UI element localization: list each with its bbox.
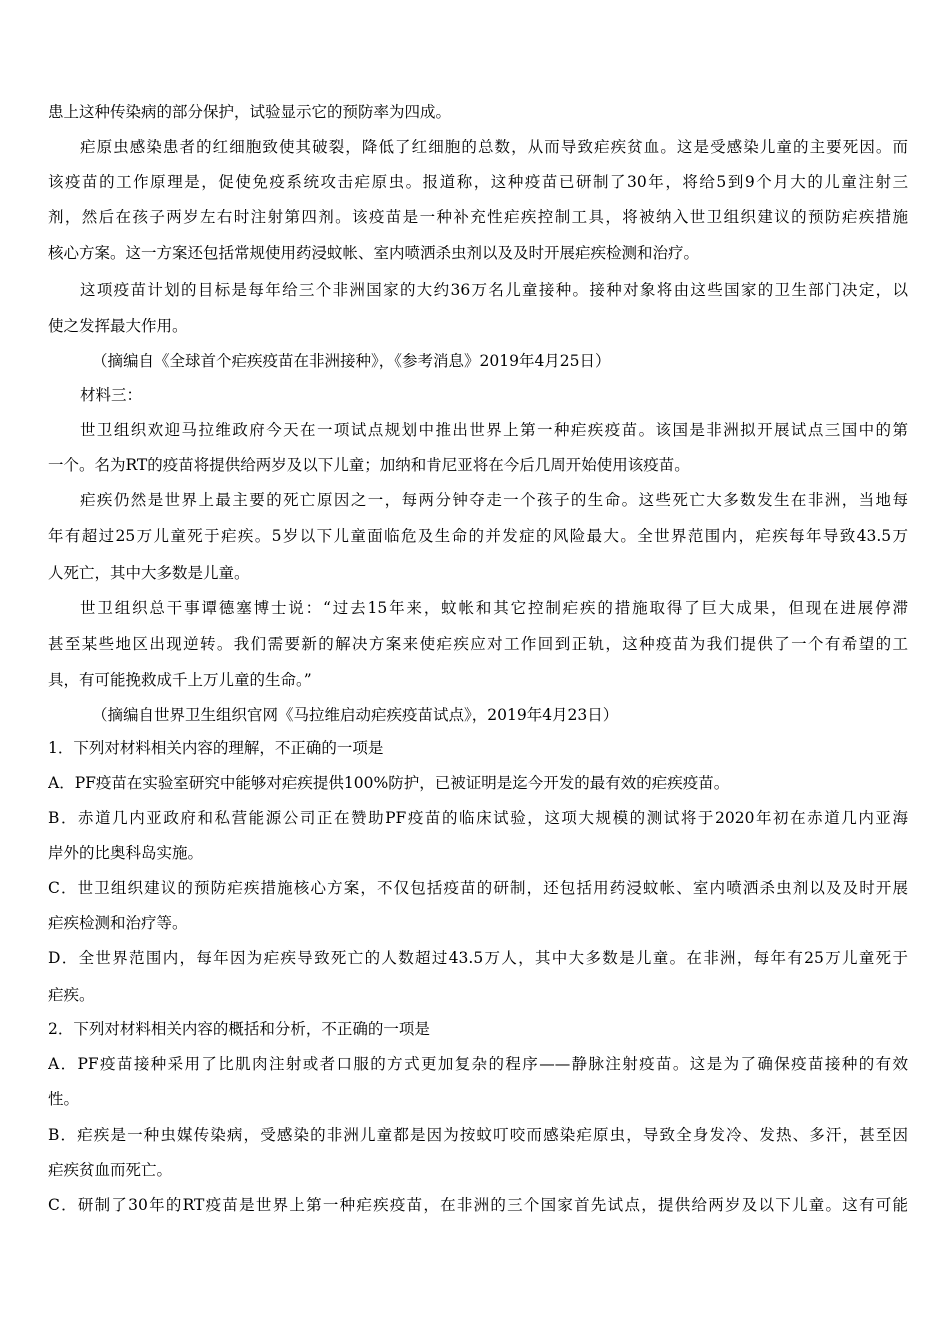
- question2-option-a-line-2: 性。: [48, 1090, 80, 1108]
- material3-line-5: 人死亡，其中大多数是儿童。: [48, 564, 250, 582]
- question2-option-b-line-1: B．疟疾是一种虫媒传染病，受感染的非洲儿童都是因为按蚊叮咬而感染疟原虫，导致全身发冷、发热、多汗，甚至因: [48, 1126, 908, 1144]
- question1-option-c-line-2: 疟疾检测和治疗等。: [48, 914, 188, 932]
- question2-option-c-line-1: C．研制了30年的RT疫苗是世界上第一种疟疾疫苗，在非洲的三个国家首先试点，提供给两岁及以下儿童。这有可能: [48, 1196, 908, 1214]
- material3-line-7: 甚至某些地区出现逆转。我们需要新的解决方案来使疟疾应对工作回到正轨，这种疫苗为我们提供了一个有希望的工: [48, 635, 908, 653]
- material3-line-8: 具，有可能挽救成千上万儿童的生命。”: [48, 671, 312, 689]
- material2-source: （摘编自《全球首个疟疾疫苗在非洲接种》，《参考消息》2019年4月25日）: [92, 352, 611, 370]
- material3-line-2: 一个。名为RT的疫苗将提供给两岁及以下儿童；加纳和肯尼亚将在今后几周开始使用该疫苗。: [48, 456, 690, 474]
- material2-line-6: 这项疫苗计划的目标是每年给三个非洲国家的大约36万名儿童接种。接种对象将由这些国家的卫生部门决定，以: [80, 281, 908, 299]
- material3-line-3: 疟疾仍然是世界上最主要的死亡原因之一，每两分钟夺走一个孩子的生命。这些死亡大多数发生在非洲，当地每: [80, 491, 908, 509]
- material3-line-1: 世卫组织欢迎马拉维政府今天在一项试点规划中推出世界上第一种疟疾疫苗。该国是非洲拟开展试点三国中的第: [80, 421, 908, 439]
- question2-stem: 2．下列对材料相关内容的概括和分析，不正确的一项是: [48, 1020, 430, 1038]
- material2-line-7: 使之发挥最大作用。: [48, 317, 188, 335]
- question1-stem: 1．下列对材料相关内容的理解，不正确的一项是: [48, 739, 384, 757]
- question1-option-c-line-1: C．世卫组织建议的预防疟疾措施核心方案，不仅包括疫苗的研制，还包括用药浸蚊帐、室内喷洒杀虫剂以及及时开展: [48, 879, 908, 897]
- question1-option-d-line-1: D．全世界范围内，每年因为疟疾导致死亡的人数超过43.5万人，其中大多数是儿童。在非洲，每年有25万儿童死于: [48, 949, 908, 967]
- material3-line-4: 年有超过25万儿童死于疟疾。5岁以下儿童面临危及生命的并发症的风险最大。全世界范围内，疟疾每年导致43.5万: [48, 527, 908, 545]
- question2-option-b-line-2: 疟疾贫血而死亡。: [48, 1161, 173, 1179]
- material2-line-1: 患上这种传染病的部分保护，试验显示它的预防率为四成。: [48, 103, 452, 121]
- question2-option-a-line-1: A．PF疫苗接种采用了比肌肉注射或者口服的方式更加复杂的程序——静脉注射疫苗。这是为了确保疫苗接种的有效: [48, 1055, 908, 1073]
- material2-line-3: 该疫苗的工作原理是，促使免疫系统攻击疟原虫。报道称，这种疫苗已研制了30年，将给5到9个月大的儿童注射三: [48, 173, 908, 191]
- question1-option-a: A．PF疫苗在实验室研究中能够对疟疾提供100%防护，已被证明是迄今开发的最有效的疟疾疫苗。: [48, 774, 730, 792]
- question1-option-d-line-2: 疟疾。: [48, 986, 95, 1004]
- material3-line-6: 世卫组织总干事谭德塞博士说：“过去15年来，蚊帐和其它控制疟疾的措施取得了巨大成果，但现在进展停滞: [80, 599, 908, 617]
- material2-line-2: 疟原虫感染患者的红细胞致使其破裂，降低了红细胞的总数，从而导致疟疾贫血。这是受感染儿童的主要死因。而: [80, 138, 908, 156]
- material3-source: （摘编自世界卫生组织官网《马拉维启动疟疾疫苗试点》，2019年4月23日）: [92, 706, 619, 724]
- question1-option-b-line-1: B．赤道几内亚政府和私营能源公司正在赞助PF疫苗的临床试验，这项大规模的测试将于2020年初在赤道几内亚海: [48, 809, 908, 827]
- question1-option-b-line-2: 岸外的比奥科岛实施。: [48, 844, 204, 862]
- material3-heading: 材料三：: [80, 386, 143, 404]
- material2-line-4: 剂，然后在孩子两岁左右时注射第四剂。该疫苗是一种补充性疟疾控制工具，将被纳入世卫组织建议的预防疟疾措施: [48, 208, 908, 226]
- material2-line-5: 核心方案。这一方案还包括常规使用药浸蚊帐、室内喷洒杀虫剂以及及时开展疟疾检测和治疗。: [48, 244, 700, 262]
